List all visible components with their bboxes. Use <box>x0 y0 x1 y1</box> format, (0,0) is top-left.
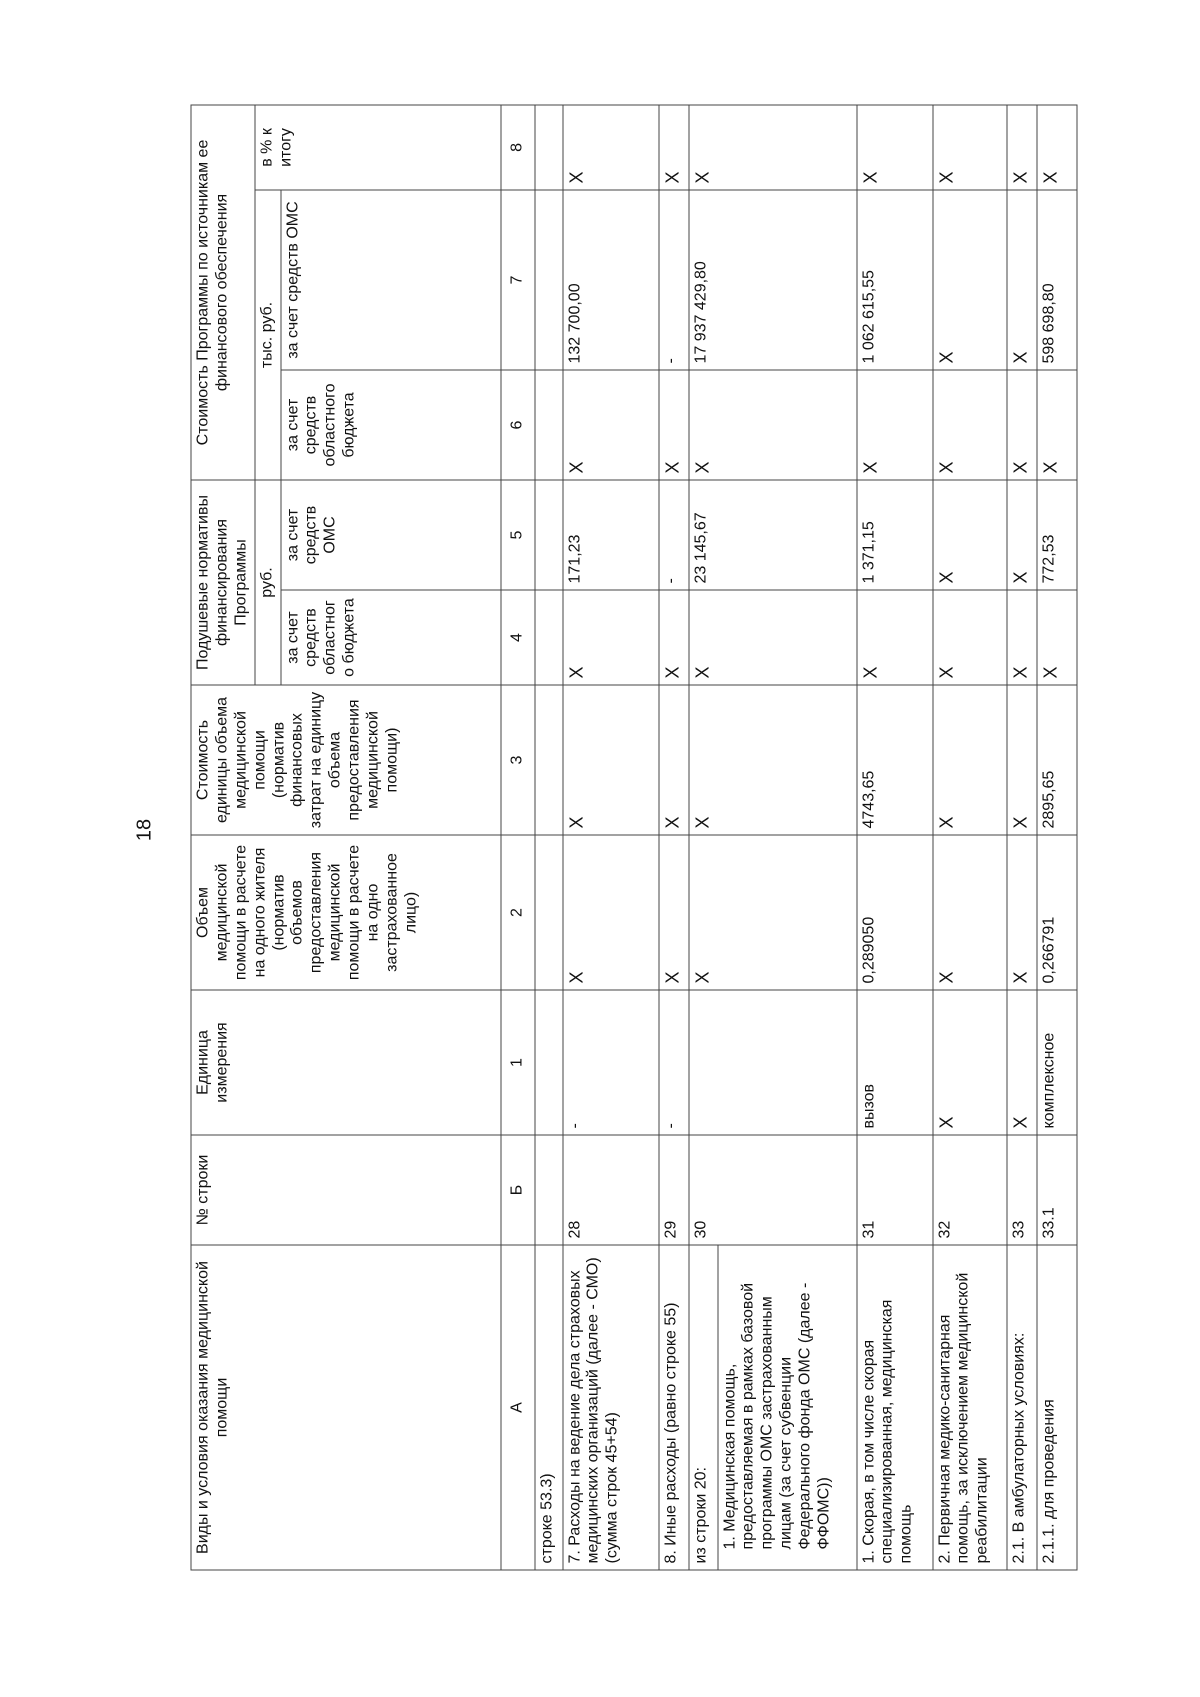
cell-cost-budget: X <box>932 369 1006 479</box>
cell-unit-cost: X <box>562 685 658 835</box>
cell-unit: - <box>658 990 688 1135</box>
cell-percap-budget: X <box>932 590 1006 685</box>
row-number: 29 <box>658 1135 688 1245</box>
index-cell: 8 <box>500 104 534 189</box>
row-number: 30 <box>688 1135 856 1245</box>
cell-percap-budget: X <box>856 590 932 685</box>
cell-percent: X <box>1036 104 1076 189</box>
cell-unit: вызов <box>856 990 932 1135</box>
cell-unit-cost: X <box>688 685 856 835</box>
row-label: 8. Иные расходы (равно строке 55) <box>658 1245 688 1570</box>
cell-unit-cost: 2895,65 <box>1036 685 1076 835</box>
cell-cost-oms: 132 700,00 <box>562 189 658 369</box>
header-cost-unit: тыс. руб. <box>254 189 280 479</box>
cell-percent <box>534 104 562 189</box>
cell-cost-budget: X <box>562 369 658 479</box>
row-label: 1. Скорая, в том числе скорая специализированная, медицинская помощь <box>856 1245 932 1570</box>
cell-volume: X <box>932 835 1006 990</box>
index-cell: 1 <box>500 990 534 1135</box>
cell-cost-budget: X <box>856 369 932 479</box>
index-cell: 4 <box>500 590 534 685</box>
cell-percap-budget: X <box>658 590 688 685</box>
header-col-b: № строки <box>191 1135 501 1245</box>
cell-unit-cost: 4743,65 <box>856 685 932 835</box>
cell-percent: X <box>562 104 658 189</box>
row-number: 32 <box>932 1135 1006 1245</box>
header-col-8: в % к итогу <box>254 104 500 189</box>
cell-percap-oms: - <box>658 479 688 589</box>
cell-percap-budget: X <box>1036 590 1076 685</box>
cell-unit-cost <box>534 685 562 835</box>
cell-volume: X <box>562 835 658 990</box>
header-col-7: за счет средств ОМС <box>280 189 500 369</box>
row-number: 28 <box>562 1135 658 1245</box>
index-cell: 7 <box>500 189 534 369</box>
cell-percent: X <box>688 104 856 189</box>
header-col-2: Объем медицинской помощи в расчете на одного жителя (норматив объемов предоставления медицинской помощи в расчете на одно застрахованное лицо) <box>191 835 501 990</box>
cell-percap-oms: X <box>932 479 1006 589</box>
index-cell: 2 <box>500 835 534 990</box>
cell-percap-oms: 23 145,67 <box>688 479 856 589</box>
cell-percent: X <box>1006 104 1036 189</box>
table-row <box>1006 104 1036 1569</box>
header-col-3: Стоимость единицы объема медицинской помощи (норматив финансовых затрат на единицу объема предоставления медицинской помощи) <box>191 685 501 835</box>
cell-unit <box>688 990 856 1135</box>
cell-unit: X <box>932 990 1006 1135</box>
cell-cost-oms: 598 698,80 <box>1036 189 1076 369</box>
table-row <box>562 104 658 1569</box>
index-cell: Б <box>500 1135 534 1245</box>
row-label: 2.1.1. для проведения <box>1036 1245 1076 1570</box>
cell-unit-cost: X <box>658 685 688 835</box>
header-col-5: за счет средств ОМС <box>280 479 500 589</box>
cell-volume: 0,289050 <box>856 835 932 990</box>
cell-unit-cost: X <box>932 685 1006 835</box>
index-cell: 6 <box>500 369 534 479</box>
row-label-split <box>688 1245 856 1570</box>
table-row <box>1036 104 1076 1569</box>
row-sublabel: 1. Медицинская помощь, предоставляемая в рамках базовой программы ОМС застрахованным лицам (за счет субвенции Федерального фонда ОМС (далее - ФФОМС)) <box>720 1282 832 1549</box>
row-number: 31 <box>856 1135 932 1245</box>
cell-percap-oms <box>534 479 562 589</box>
row-label: 7. Расходы на ведение дела страховых медицинских организаций (далее - СМО) (сумма строк 45+54) <box>562 1245 658 1570</box>
budget-table-rotated <box>190 105 1070 1570</box>
page-number: 18 <box>133 818 156 842</box>
cell-volume: X <box>688 835 856 990</box>
row-number: 33.1 <box>1036 1135 1076 1245</box>
cell-unit-cost: X <box>1006 685 1036 835</box>
cell-unit: X <box>1006 990 1036 1135</box>
header-col-1: Единица измерения <box>191 990 501 1135</box>
table-row <box>932 104 1006 1569</box>
table-row <box>856 104 932 1569</box>
header-col-6: за счет средств областного бюджета <box>280 369 500 479</box>
cell-volume: X <box>658 835 688 990</box>
cell-percap-oms: 171,23 <box>562 479 658 589</box>
table-row <box>688 104 856 1569</box>
cell-cost-budget: X <box>1006 369 1036 479</box>
index-cell: 5 <box>500 479 534 589</box>
cell-percent: X <box>932 104 1006 189</box>
cell-cost-oms: X <box>1006 189 1036 369</box>
row-number: 33 <box>1006 1135 1036 1245</box>
budget-table <box>190 104 1077 1570</box>
cell-percap-oms: 772,53 <box>1036 479 1076 589</box>
row-label: 2. Первичная медико-санитарная помощь, за исключением медицинской реабилитации <box>932 1245 1006 1570</box>
cell-unit <box>534 990 562 1135</box>
cell-percent: X <box>856 104 932 189</box>
cell-percap-oms: 1 371,15 <box>856 479 932 589</box>
cell-cost-budget: X <box>688 369 856 479</box>
cell-percap-budget <box>534 590 562 685</box>
header-group-percap: Подушевые нормативы финансирования Программы <box>191 479 255 684</box>
cell-cost-oms: 17 937 429,80 <box>688 189 856 369</box>
header-col-4: за счет средств областного бюджета <box>280 590 500 685</box>
cell-percent: X <box>658 104 688 189</box>
cell-percap-budget: X <box>562 590 658 685</box>
row-number <box>534 1135 562 1245</box>
header-group-cost: Стоимость Программы по источникам ее финансового обеспечения <box>191 104 255 479</box>
cell-unit: - <box>562 990 658 1135</box>
cell-cost-oms <box>534 189 562 369</box>
cell-percap-budget: X <box>1006 590 1036 685</box>
table-row <box>534 104 562 1569</box>
cell-cost-budget <box>534 369 562 479</box>
row-label: строке 53.3) <box>534 1245 562 1570</box>
cell-cost-budget: X <box>1036 369 1076 479</box>
cell-volume: 0,266791 <box>1036 835 1076 990</box>
cell-percap-budget: X <box>688 590 856 685</box>
header-percap-unit: руб. <box>254 479 280 684</box>
cell-volume: X <box>1006 835 1036 990</box>
cell-cost-budget: X <box>658 369 688 479</box>
cell-percap-oms: X <box>1006 479 1036 589</box>
cell-volume <box>534 835 562 990</box>
row-label: из строки 20: <box>689 1245 718 1569</box>
index-cell: А <box>500 1245 534 1570</box>
cell-unit: комплексное <box>1036 990 1076 1135</box>
table-row <box>658 104 688 1569</box>
row-label: 2.1. В амбулаторных условиях: <box>1006 1245 1036 1570</box>
cell-cost-oms: X <box>932 189 1006 369</box>
index-cell: 3 <box>500 685 534 835</box>
index-row <box>500 104 534 1569</box>
cell-cost-oms: 1 062 615,55 <box>856 189 932 369</box>
header-col-a: Виды и условия оказания медицинской помощи <box>191 1245 501 1570</box>
cell-cost-oms: - <box>658 189 688 369</box>
